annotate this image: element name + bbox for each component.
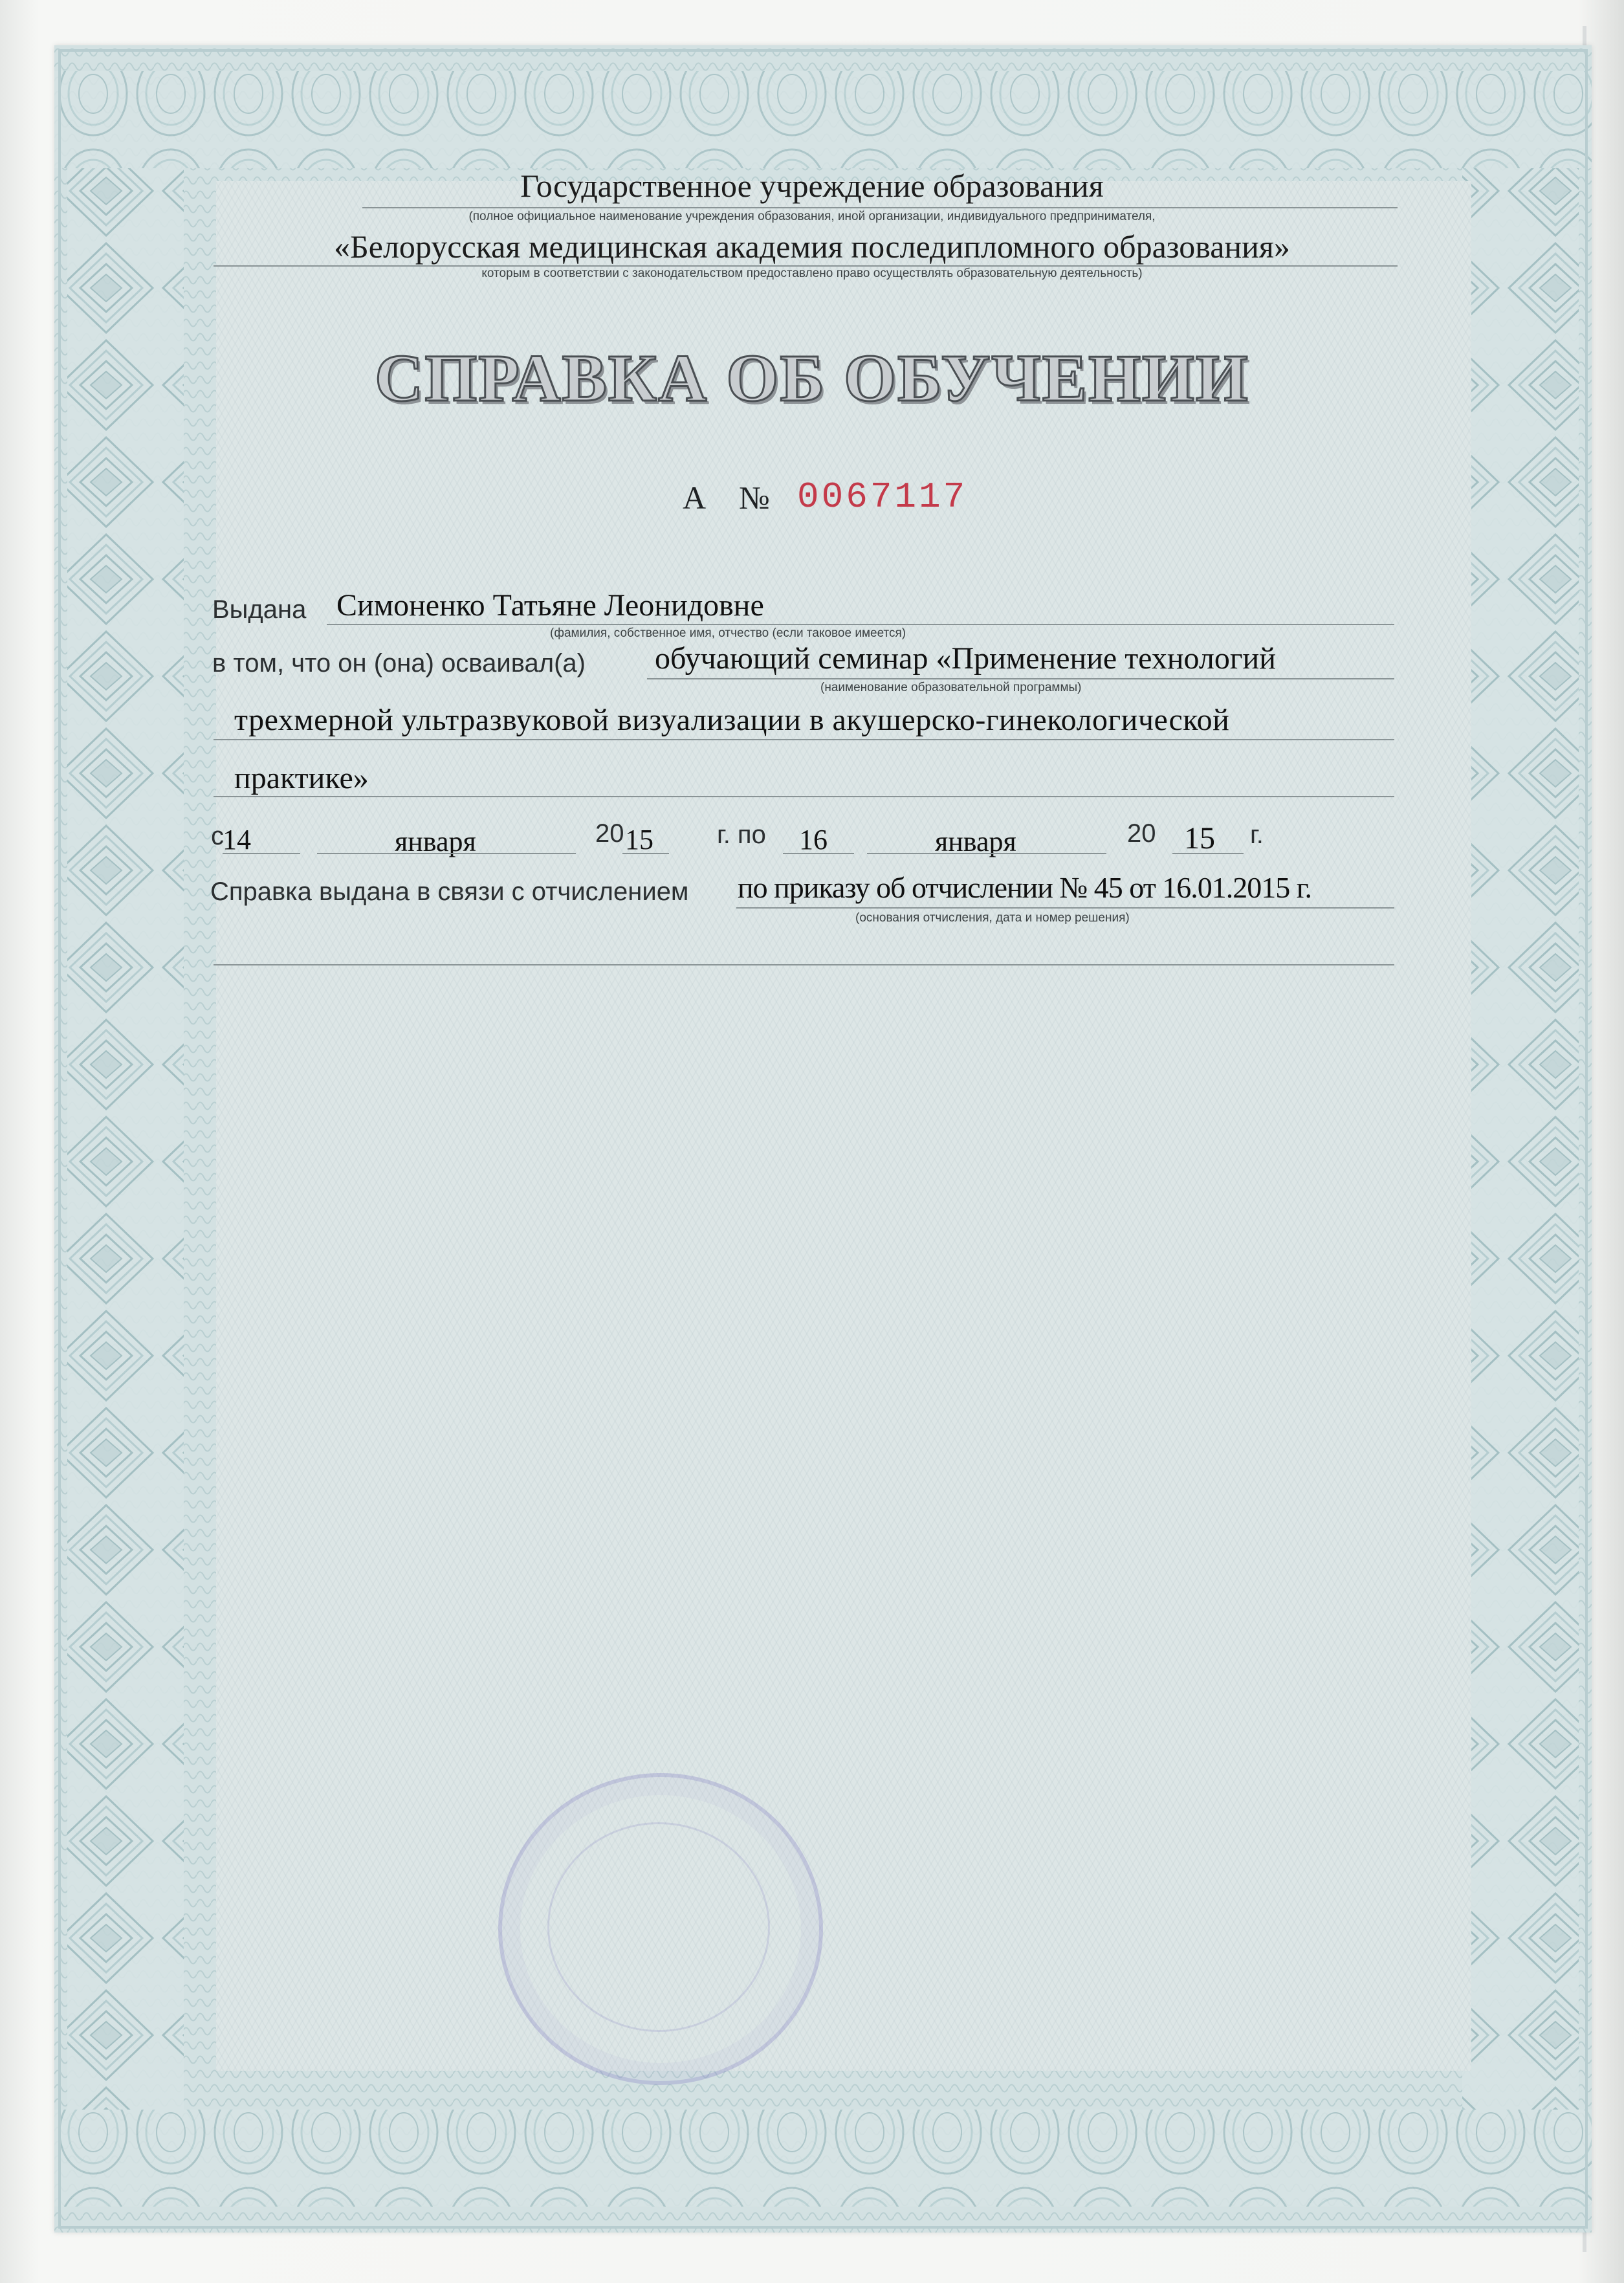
from-month: января [395,826,476,857]
to-year-suffix: 15 [1184,821,1215,855]
seal-stamp [498,1773,823,2085]
from-year-suffix: 15 [625,824,653,855]
name-hint: (фамилия, собственное имя, отчество (если таковое имеется) [550,626,906,640]
issued-label: Выдана [212,595,307,624]
rule [647,678,1394,679]
institution-name: «Белорусская медицинская академия последипломного образования» [334,228,1290,265]
from-prefix: с [211,822,224,850]
rule [214,796,1394,797]
series-letter: А [683,480,707,516]
program-hint: (наименование образовательной программы) [820,681,1082,694]
institution-hint: (полное официальное наименование учреждения образования, иной организации, индивидуального предпринимателя, [468,210,1156,223]
to-year-prefix: 20 [1127,819,1156,848]
seal-inner-ring [547,1822,770,2032]
from-year-prefix: 20 [595,819,624,848]
content-area [216,181,1471,2071]
to-day: 16 [799,824,828,855]
dismissal-reason: по приказу об отчислении № 45 от 16.01.2015 г. [738,871,1311,904]
to-label: г. по [717,821,766,849]
year-suffix-label: г. [1250,821,1264,849]
program-line-3: практике» [234,761,369,795]
rule [867,853,1106,854]
from-day: 14 [223,824,251,855]
dismissal-hint: (основания отчисления, дата и номер решения) [855,911,1130,925]
serial-number: 0067117 [797,476,968,518]
rule [214,739,1394,740]
institution-hint-2: которым в соответствии с законодательством предоставлено право осуществлять образовательную деятельность) [481,267,1143,280]
rule [783,853,854,854]
dismissal-label: Справка выдана в связи с отчислением [210,877,689,906]
recipient-name: Симоненко Татьяне Леонидовне [336,588,764,623]
program-line-2: трехмерной ультразвуковой визуализации в акушерско-гинекологической [234,703,1230,737]
rule [317,853,576,854]
rule [214,964,1394,965]
rule [327,624,1394,625]
rule [223,853,300,854]
program-label: в том, что он (она) осваивал(а) [212,649,586,678]
rule [1172,853,1244,854]
document-title: СПРАВКА ОБ ОБУЧЕНИИ [375,341,1249,415]
institution-type: Государственное учреждение образования [520,168,1104,204]
program-line-1: обучающий семинар «Применение технологий [655,641,1276,676]
number-sign: № [739,480,770,516]
to-month: января [935,826,1016,857]
rule [736,907,1394,909]
rule [622,853,669,854]
rule [362,207,1398,208]
